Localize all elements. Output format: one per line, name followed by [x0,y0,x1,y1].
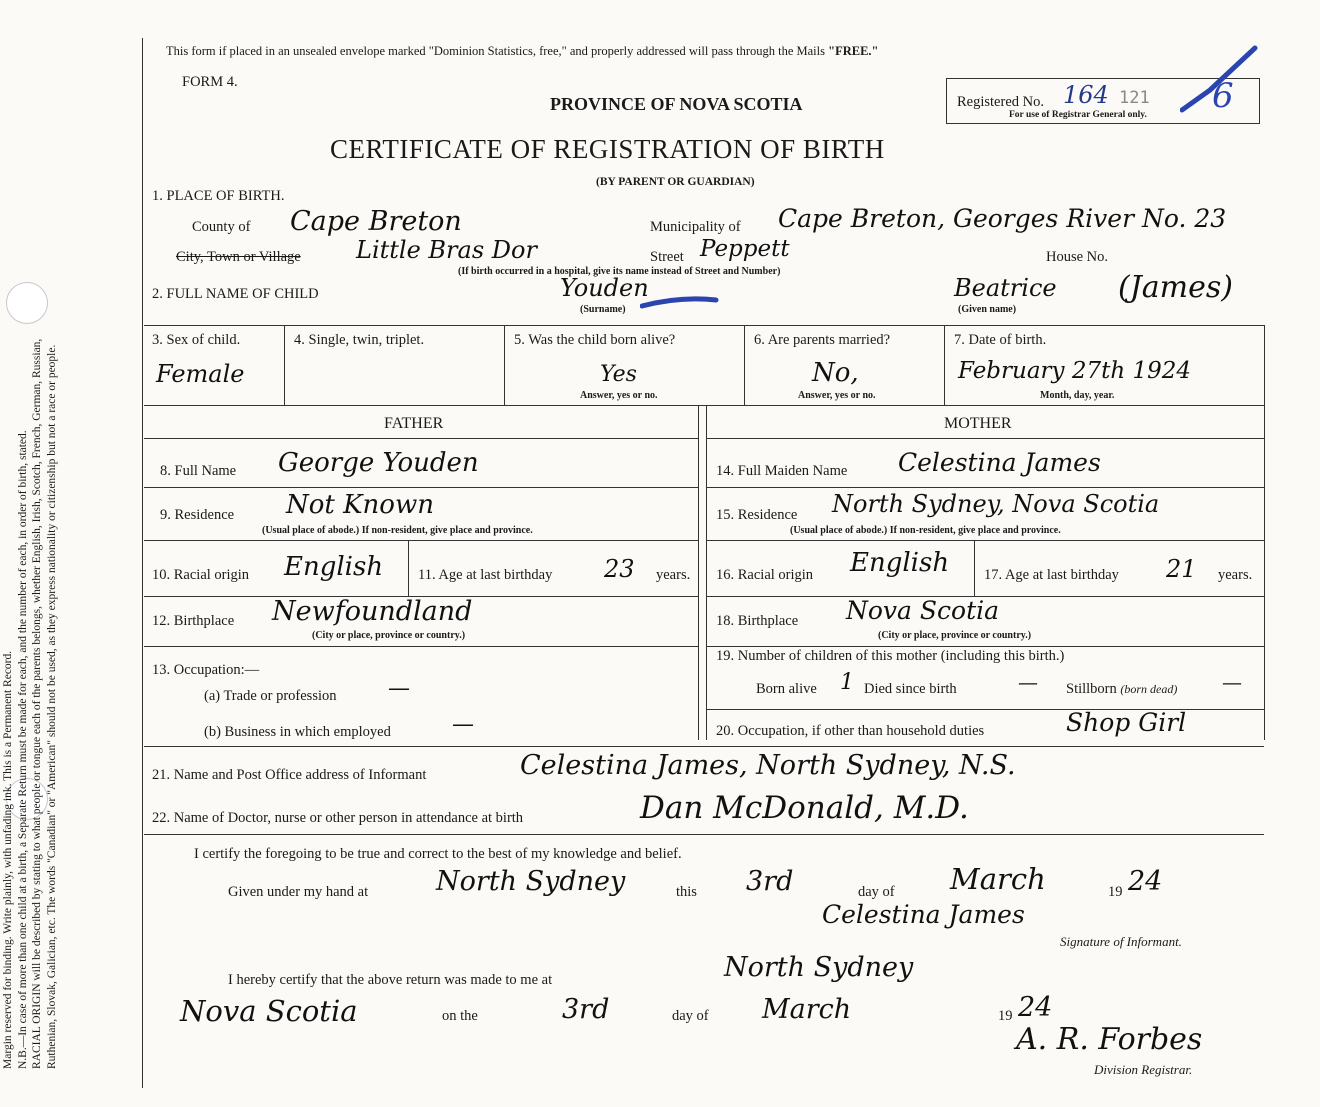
province-heading: PROVINCE OF NOVA SCOTIA [550,94,803,114]
row3-div-2 [504,325,505,405]
mother-name-label: 14. Full Maiden Name [716,463,848,479]
mother-heading-line [706,438,1264,439]
born-alive-question: 5. Was the child born alive? [514,332,676,348]
children-count-label: 19. Number of children of this mother (including this birth.) [716,648,1065,664]
city-value: Little Bras Dor [356,236,537,264]
father-heading-line [144,438,698,439]
certificate-title: CERTIFICATE OF REGISTRATION OF BIRTH [330,134,885,164]
row3-div-1 [284,325,285,405]
dob-value: February 27th 1924 [958,358,1192,384]
father-race-label: 10. Racial origin [152,567,250,583]
mother-race-value: English [850,548,950,578]
municipality-value: Cape Breton, Georges River No. 23 [778,204,1227,233]
father-name-label: 8. Full Name [160,463,237,479]
cert-day-of: day of [858,884,895,900]
mother-line-2 [706,540,1264,541]
father-birthplace-note: (City or place, province or country.) [312,630,466,641]
street-value: Peppett [700,236,790,262]
born-alive-value: Yes [600,362,637,387]
father-birthplace-label: 12. Birthplace [152,613,235,629]
mother-age-label: 17. Age at last birthday [984,567,1119,583]
child-surname: Youden [560,274,649,302]
stillborn-value: — [1222,670,1242,694]
binding-margin-line [142,38,143,1088]
mother-occupation-value: Shop Girl [1066,708,1187,737]
business-label: (b) Business in which employed [204,724,391,740]
mother-residence-note: (Usual place of abode.) If non-resident, give place and province. [790,525,1061,536]
born-alive-note: Answer, yes or no. [580,390,658,401]
father-residence-value: Not Known [286,490,434,520]
mother-line-1 [706,487,1264,488]
surname-note: (Surname) [580,304,626,315]
doctor-value: Dan McDonald, M.D. [640,790,969,826]
mother-residence-label: 15. Residence [716,507,798,523]
born-alive-count-label: Born alive [756,681,817,697]
mother-birthplace-note: (City or place, province or country.) [878,630,1032,641]
informant-signature: Celestina James [822,900,1025,929]
registrar-day-of: day of [672,1008,709,1024]
grid-bottom-line [144,746,1264,747]
mother-occupation-label: 20. Occupation, if other than household duties [716,723,985,739]
row3-div-4 [944,325,945,405]
father-name-value: George Youden [278,448,479,478]
father-heading: FATHER [384,415,444,432]
row3-top-line [144,325,1264,326]
cert-year-value: 24 [1128,866,1163,897]
cert-day-value: 3rd [746,866,794,897]
right-border [1264,325,1265,740]
mother-race-label: 16. Racial origin [716,567,814,583]
father-birthplace-value: Newfoundland [272,596,473,627]
child-given-name: Beatrice [954,274,1057,302]
occupation-label: 13. Occupation:— [152,662,260,678]
row3-bottom-line [144,405,1264,406]
father-residence-note: (Usual place of abode.) If non-resident, give place and province. [262,525,533,536]
registrar-on-the: on the [442,1008,478,1024]
informant-value: Celestina James, North Sydney, N.S. [520,750,1016,781]
cert-year-prefix: 19 [1108,884,1123,900]
parents-married-question: 6. Are parents married? [754,332,891,348]
county-value: Cape Breton [290,206,462,237]
cert-month-value: March [950,862,1046,896]
given-under-hand-label: Given under my hand at [228,884,369,900]
city-label: City, Town or Village [176,249,301,265]
sex-value: Female [156,360,245,388]
business-value: — [452,712,474,737]
registrar-place2-value: Nova Scotia [180,994,358,1028]
father-residence-label: 9. Residence [160,507,235,523]
mother-birthplace-value: Nova Scotia [846,596,1000,625]
row3-div-3 [744,325,745,405]
mother-line-4 [706,646,1264,647]
registrar-signature: A. R. Forbes [1016,1022,1203,1057]
born-alive-count-value: 1 [840,670,854,695]
father-race-divider [408,540,409,596]
center-divider-2 [706,405,707,740]
doctor-label: 22. Name of Doctor, nurse or other person in attendance at birth [152,810,524,826]
mother-age-value: 21 [1166,555,1197,583]
registered-stamp: 121 [1119,88,1150,108]
father-line-1 [144,487,698,488]
mail-note: This form if placed in an unsealed envelope marked "Dominion Statistics, free," and properly addressed will pass through the Mails "FREE." [166,44,879,58]
dob-label: 7. Date of birth. [954,332,1047,348]
dob-note: Month, day, year. [1040,390,1115,401]
registered-number: 164 [1063,81,1109,109]
mother-years: years. [1218,567,1253,583]
died-since-birth-value: — [1018,670,1038,694]
registrar-day-value: 3rd [562,994,610,1025]
municipality-label: Municipality of [650,219,741,235]
father-race-value: English [284,552,384,582]
sex-label: 3. Sex of child. [152,332,241,348]
trade-value: — [388,676,410,701]
mother-heading: MOTHER [944,415,1012,432]
registered-label: Registered No. [957,94,1044,110]
child-name-label: 2. FULL NAME OF CHILD [152,286,319,302]
registrar-note: For use of Registrar General only. [1009,110,1147,120]
father-line-2 [144,540,698,541]
registrar-year-value: 24 [1018,992,1053,1023]
cert-this: this [676,884,697,900]
corner-mark: 6 [1212,76,1234,116]
center-divider [698,405,699,740]
given-note: (Given name) [958,304,1017,315]
trade-label: (a) Trade or profession [204,688,337,704]
parents-married-value: No, [812,358,859,388]
informant-label: 21. Name and Post Office address of Informant [152,767,427,783]
informant-signature-label: Signature of Informant. [1060,934,1182,949]
registrar-statement: I hereby certify that the above return was made to me at [228,972,553,988]
registrar-place-value: North Sydney [724,952,914,983]
mother-residence-value: North Sydney, Nova Scotia [832,490,1160,518]
father-line-4 [144,646,698,647]
father-years: years. [656,567,691,583]
died-since-birth-label: Died since birth [864,681,957,697]
father-age-label: 11. Age at last birthday [418,567,553,583]
registrar-signature-label: Division Registrar. [1094,1062,1193,1077]
registrar-year-prefix: 19 [998,1008,1013,1024]
margin-notes: Margin reserved for binding. Write plainly, with unfading ink. This is a Permanent Record. N.B.—In case of more than one child at a birth, a Separate Return must be made for each, and the number of each, in order of birth, stated. RACIAL ORIGIN will be described by stating to what people or tongue each of the parents belongs, whether English, Irish, Scotch, French, German, Russian, Ruthenian, Slovak, Galician, etc. The words "Canadian" or "American" should not be used, as they express nationality or citizenship but not a race or people. [2,338,58,1069]
certify-statement: I certify the foregoing to be true and correct to the best of my knowledge and belief. [194,846,682,862]
form-number: FORM 4. [182,74,238,90]
place-of-birth-label: 1. PLACE OF BIRTH. [152,188,285,204]
street-label: Street [650,249,684,265]
child-alt-name: (James) [1118,270,1233,305]
county-label: County of [192,219,251,235]
mother-name-value: Celestina James [898,448,1101,477]
father-age-value: 23 [604,555,635,583]
blue-underline-mark [640,292,720,312]
mother-birthplace-label: 18. Birthplace [716,613,799,629]
hospital-note: (If birth occurred in a hospital, give its name instead of Street and Number) [458,266,781,277]
mother-race-divider [974,540,975,596]
plurality-label: 4. Single, twin, triplet. [294,332,425,348]
certificate-subtitle: (BY PARENT OR GUARDIAN) [596,176,755,188]
cert-top-line [144,834,1264,835]
registrar-month-value: March [762,994,852,1025]
house-number-label: House No. [1046,249,1109,265]
stillborn-label: Stillborn (born dead) [1066,681,1178,697]
given-place-value: North Sydney [436,866,626,897]
parents-married-note: Answer, yes or no. [798,390,876,401]
